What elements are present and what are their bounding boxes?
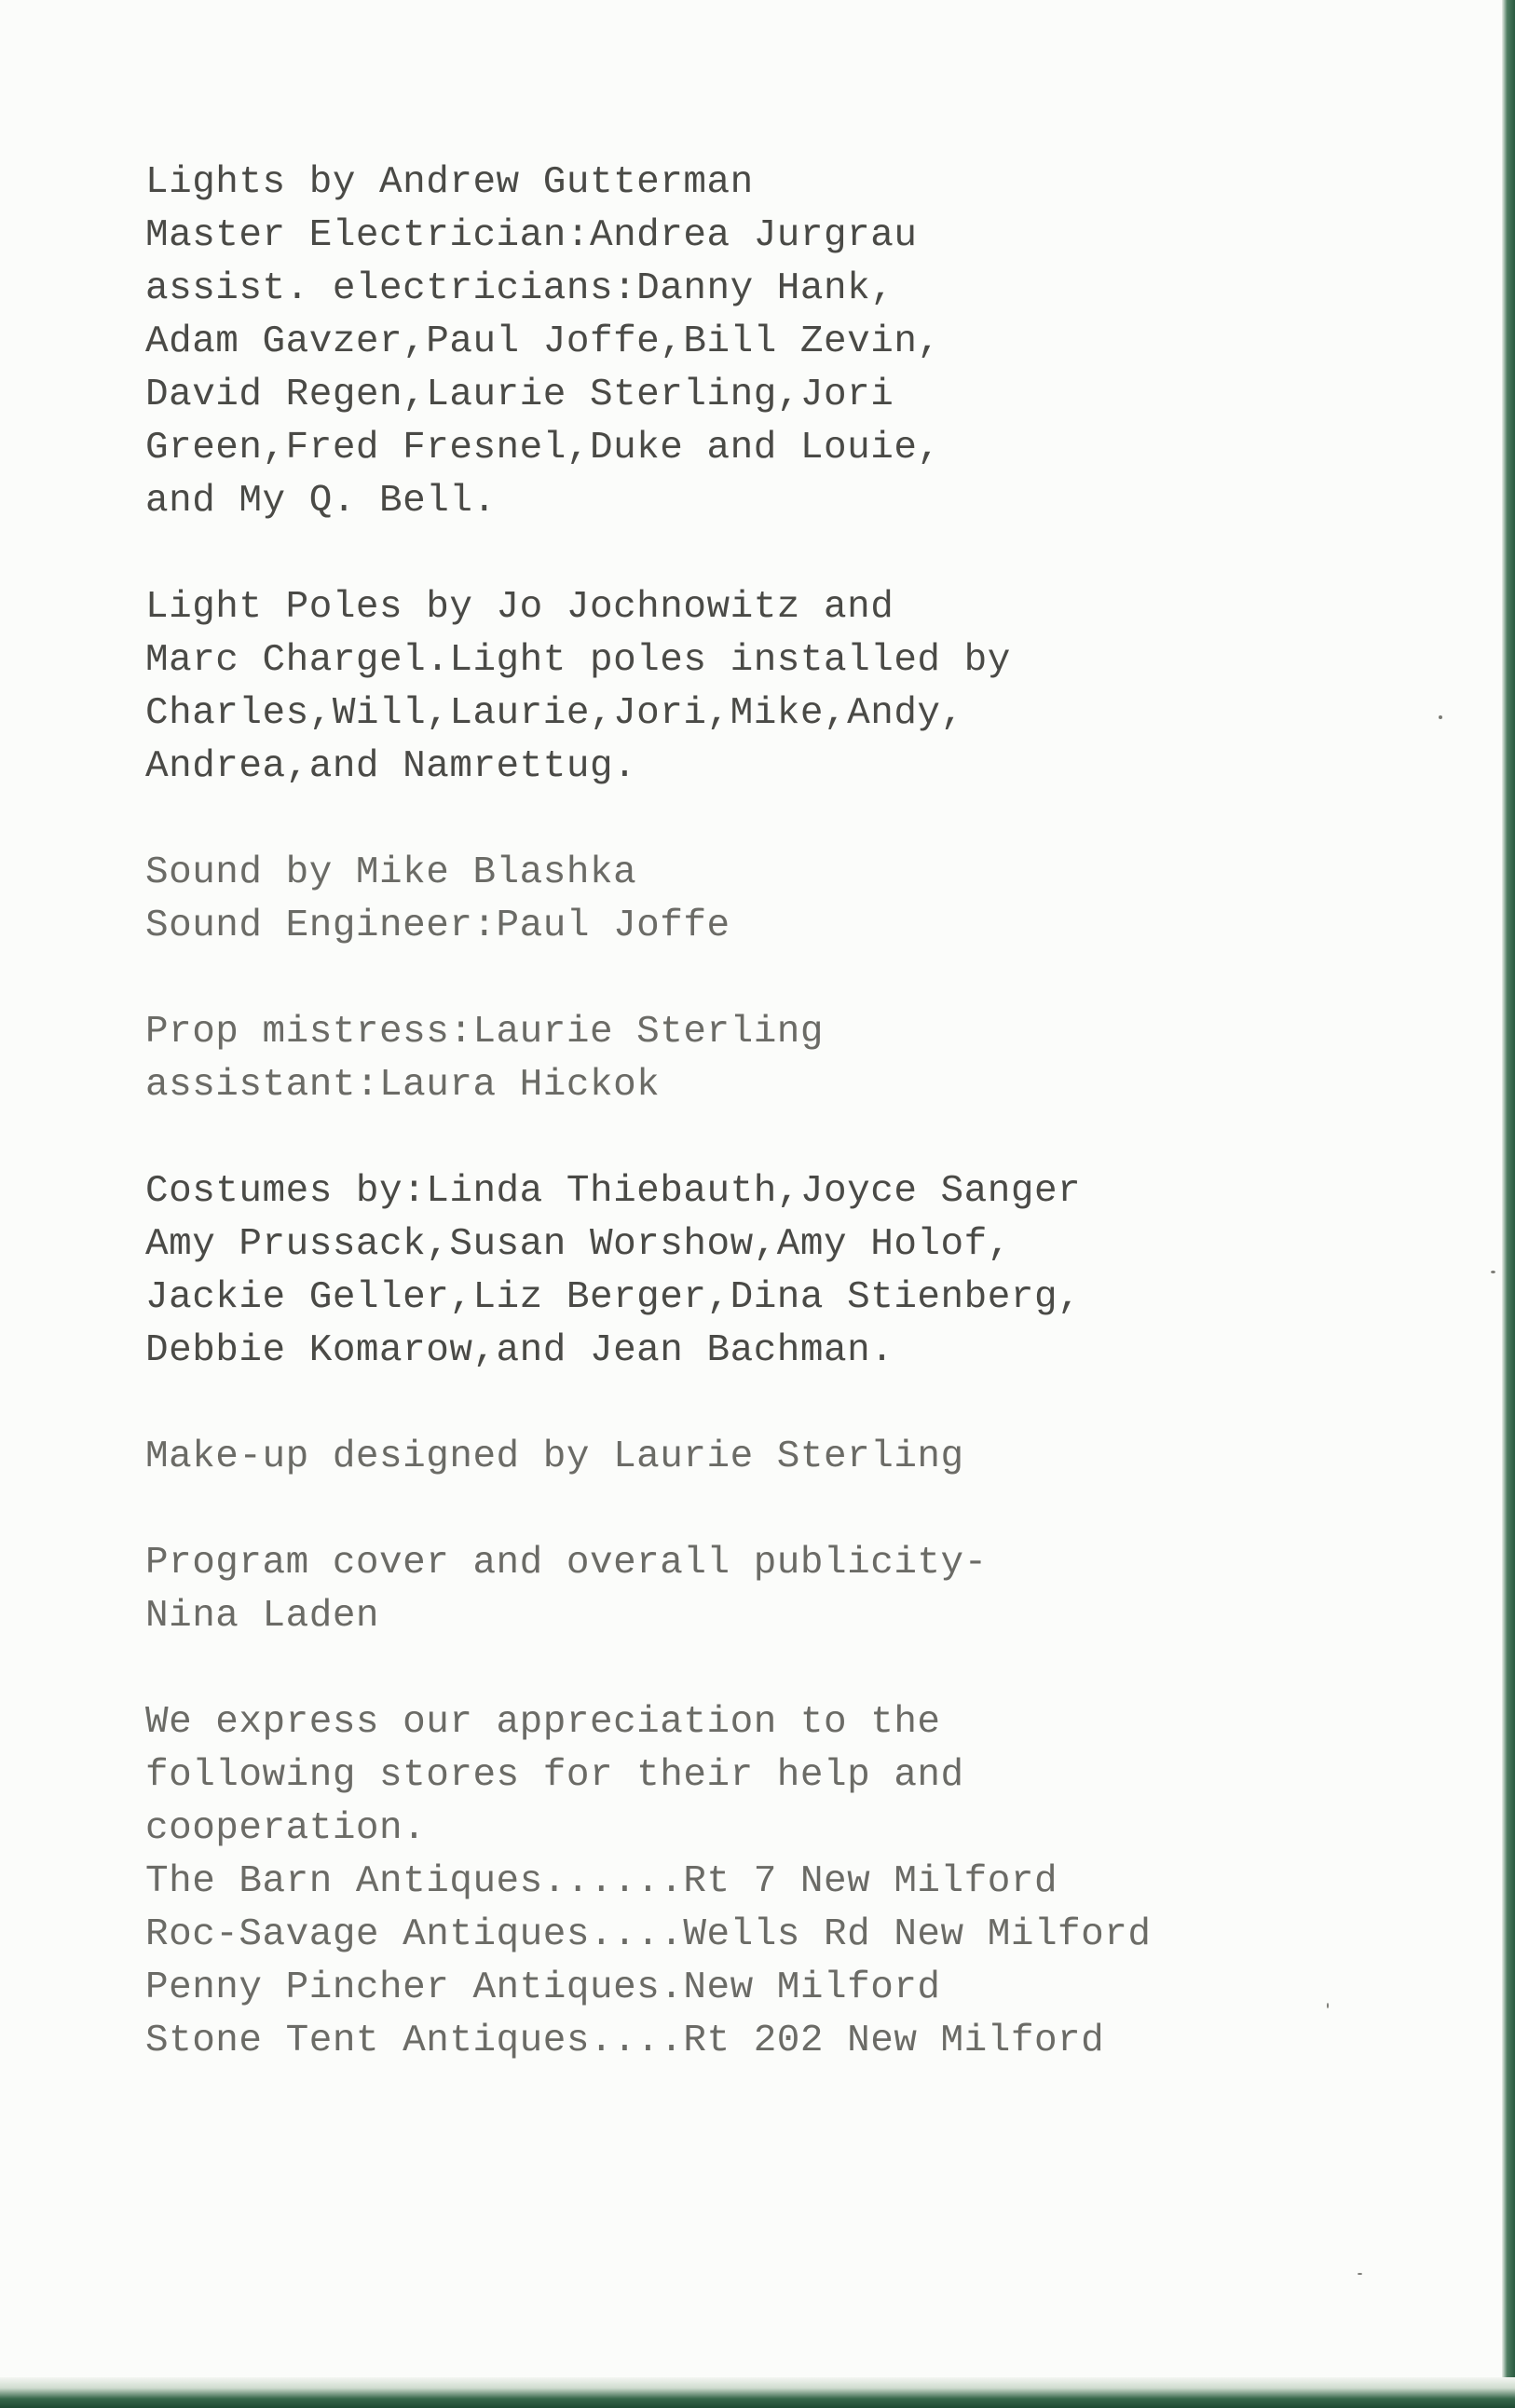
text-line: following stores for their help and	[145, 1754, 964, 1797]
text-line: Amy Prussack,Susan Worshow,Amy Holof,	[145, 1223, 1011, 1266]
text-line: Lights by Andrew Gutterman	[145, 161, 754, 204]
text-line: Jackie Geller,Liz Berger,Dina Stienberg,	[145, 1276, 1082, 1319]
text-line: Sound Engineer:Paul Joffe	[145, 905, 730, 947]
store-line: Penny Pincher Antiques.New Milford	[145, 1966, 941, 2009]
lighting-credits	[145, 156, 1431, 528]
text-line: assist. electricians:Danny Hank,	[145, 267, 894, 310]
store-line: Roc-Savage Antiques....Wells Rd New Milford	[145, 1913, 1152, 1956]
text-line: Adam Gavzer,Paul Joffe,Bill Zevin,	[145, 320, 941, 363]
text-line: We express our appreciation to the	[145, 1701, 941, 1744]
text-line: and My Q. Bell.	[145, 480, 497, 523]
text-line: Make-up designed by Laurie Sterling	[145, 1435, 964, 1478]
text-line: assistant:Laura Hickok	[145, 1064, 661, 1107]
text-line: Master Electrician:Andrea Jurgrau	[145, 214, 918, 257]
paper-speck	[1327, 2003, 1329, 2008]
text-line: cooperation.	[145, 1807, 427, 1850]
text-line: Debbie Komarow,and Jean Bachman.	[145, 1329, 894, 1372]
publicity-credits	[145, 1537, 1431, 1643]
text-line: Light Poles by Jo Jochnowitz and	[145, 586, 894, 629]
store-appreciation	[145, 1696, 1431, 2068]
text-line: Nina Laden	[145, 1595, 380, 1638]
text-line: David Regen,Laurie Sterling,Jori	[145, 374, 894, 416]
credits-text	[145, 156, 1431, 2121]
paper-speck	[1491, 1271, 1495, 1273]
text-line: Costumes by:Linda Thiebauth,Joyce Sanger	[145, 1170, 1082, 1213]
costumes-credits	[145, 1165, 1431, 1378]
store-line: Stone Tent Antiques....Rt 202 New Milford	[145, 2020, 1105, 2062]
text-line: Program cover and overall publicity-	[145, 1542, 988, 1585]
text-line: Green,Fred Fresnel,Duke and Louie,	[145, 427, 941, 469]
text-line: Prop mistress:Laurie Sterling	[145, 1011, 825, 1054]
text-line: Marc Chargel.Light poles installed by	[145, 639, 1011, 682]
text-line: Sound by Mike Blashka	[145, 851, 637, 894]
background-bottom	[0, 2377, 1515, 2408]
paper-speck	[1439, 715, 1442, 719]
makeup-credits	[145, 1431, 1431, 1484]
paper-speck	[1358, 2273, 1362, 2275]
background-edge	[1502, 0, 1515, 2408]
props-credits	[145, 1006, 1431, 1112]
sound-credits	[145, 847, 1431, 953]
text-line: Charles,Will,Laurie,Jori,Mike,Andy,	[145, 692, 964, 735]
light-poles-credits	[145, 581, 1431, 794]
store-line: The Barn Antiques......Rt 7 New Milford	[145, 1860, 1058, 1903]
text-line: Andrea,and Namrettug.	[145, 745, 637, 788]
